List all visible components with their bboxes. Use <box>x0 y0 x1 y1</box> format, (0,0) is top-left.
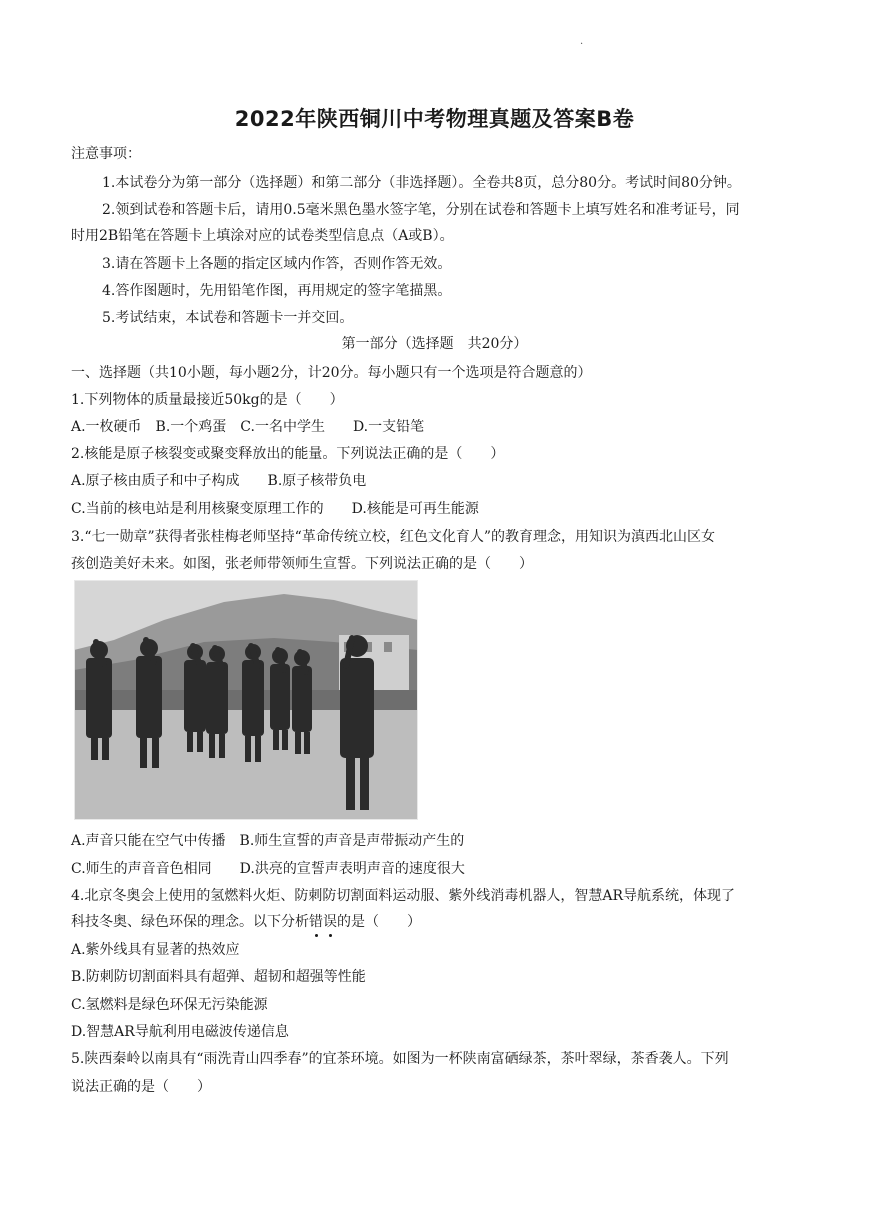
q4-stem-2-post: 的是（ ） <box>337 914 421 930</box>
q3-stem-2: 孩创造美好未来。如图，张老师带领师生宣誓。下列说法正确的是（ ） <box>71 556 533 572</box>
q3-options-1: A.声音只能在空气中传播 B.师生宣誓的声音是声带振动产生的 <box>71 833 465 849</box>
q4-option-b: B.防刺防切割面料具有超弹、超韧和超强等性能 <box>71 969 366 985</box>
q2-options-2: C.当前的核电站是利用核聚变原理工作的 D.核能是可再生能源 <box>71 501 479 517</box>
q4-stem-1: 4.北京冬奥会上使用的氢燃料火炬、防刺防切割面料运动服、紫外线消毒机器人，智慧AR导航系统，体现了 <box>71 888 736 904</box>
q4-stem-2-pre: 科技冬奥、绿色环保的理念。以下分析 <box>71 914 309 930</box>
q4-option-a: A.紫外线具有显著的热效应 <box>71 942 240 958</box>
notice-item-3: 3.请在答题卡上各题的指定区域内作答，否则作答无效。 <box>102 256 452 272</box>
oath-photo <box>74 580 418 820</box>
notice-item-4: 4.答作图题时，先用铅笔作图，再用规定的签字笔描黑。 <box>102 283 452 299</box>
section1-heading: 一、选择题（共10小题，每小题2分，计20分。每小题只有一个选项是符合题意的） <box>71 365 592 381</box>
notice-item-2-cont: 时用2B铅笔在答题卡上填涂对应的试卷类型信息点（A或B）。 <box>71 228 454 244</box>
q5-stem-2: 说法正确的是（ ） <box>71 1079 211 1095</box>
notice-item-5: 5.考试结束，本试卷和答题卡一并交回。 <box>102 310 354 326</box>
notice-item-1: 1.本试卷分为第一部分（选择题）和第二部分（非选择题）。全卷共8页，总分80分。考试时间80分钟。 <box>102 175 741 191</box>
notice-item-2: 2.领到试卷和答题卡后，请用0.5毫米黑色墨水签字笔，分别在试卷和答题卡上填写姓名和准考证号，同 <box>102 202 740 218</box>
q2-options-1: A.原子核由质子和中子构成 B.原子核带负电 <box>71 473 367 489</box>
q3-options-2: C.师生的声音音色相同 D.洪亮的宣誓声表明声音的速度很大 <box>71 861 465 877</box>
part1-heading: 第一部分（选择题 共20分） <box>341 336 528 352</box>
q1-stem: 1.下列物体的质量最接近50kg的是（ ） <box>71 392 344 408</box>
emphasis-mark-wu: 误 <box>323 914 337 930</box>
q1-options: A.一枚硬币 B.一个鸡蛋 C.一名中学生 D.一支铅笔 <box>71 419 425 435</box>
q4-option-c: C.氢燃料是绿色环保无污染能源 <box>71 997 268 1013</box>
notice-heading: 注意事项： <box>71 146 141 162</box>
q2-stem: 2.核能是原子核裂变或聚变释放出的能量。下列说法正确的是（ ） <box>71 446 505 462</box>
emphasis-mark-cuo: 错 <box>309 914 323 930</box>
header-dot: . <box>580 36 584 47</box>
q4-option-d: D.智慧AR导航利用电磁波传递信息 <box>71 1024 289 1040</box>
q3-stem-1: 3.“七一勋章”获得者张桂梅老师坚持“革命传统立校，红色文化育人”的教育理念，用知识为滇西北山区女 <box>71 529 715 545</box>
q4-stem-2 <box>71 913 811 931</box>
q5-stem-1: 5.陕西秦岭以南具有“雨洗青山四季春”的宜茶环境。如图为一杯陕南富硒绿茶，茶叶翠绿，茶香袭人。下列 <box>71 1051 729 1067</box>
page-title: 2022年陕西铜川中考物理真题及答案B卷 <box>234 107 635 131</box>
